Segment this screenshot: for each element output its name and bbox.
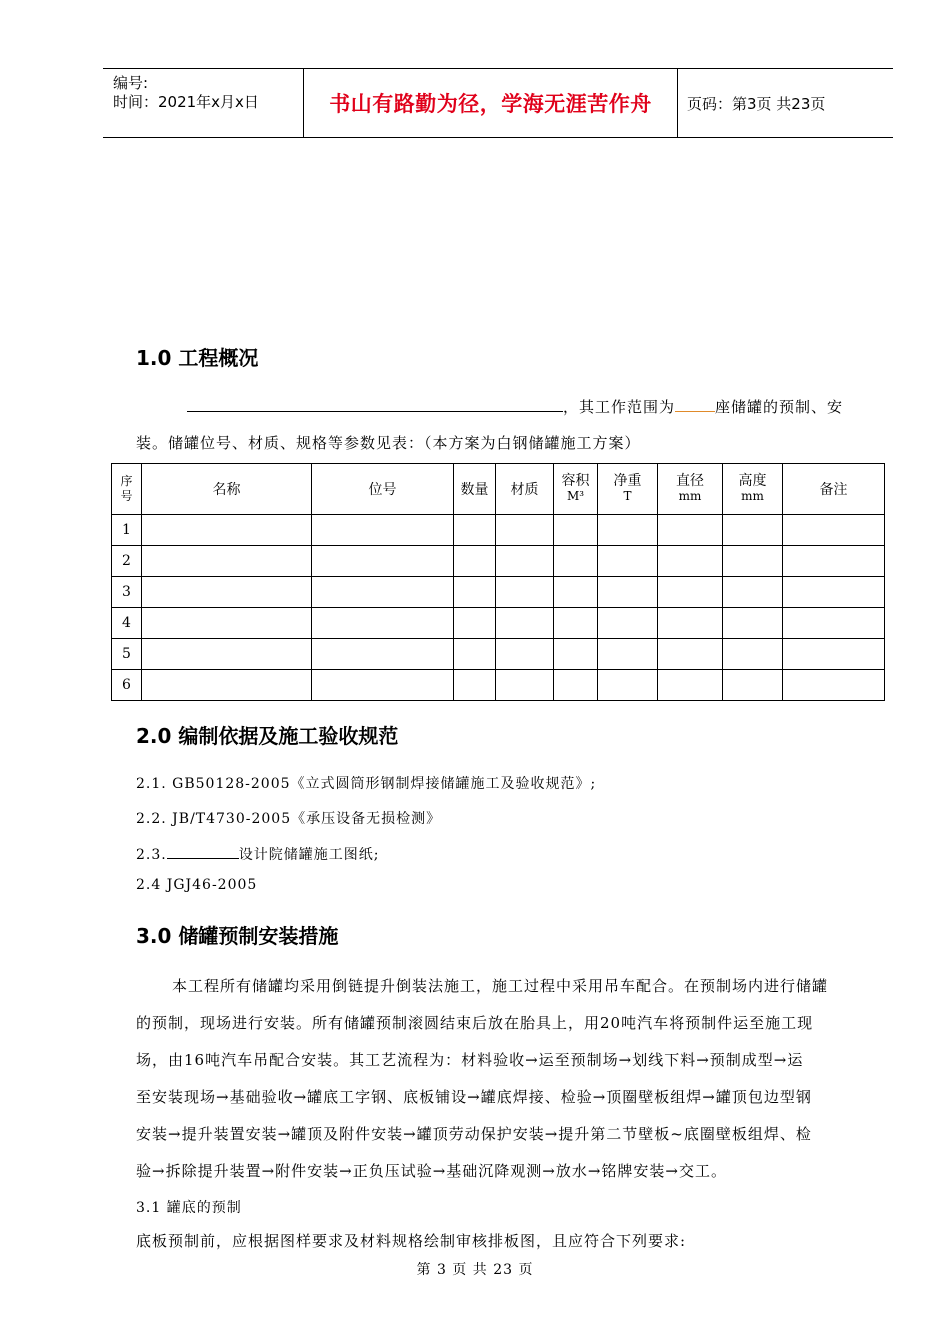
- section-3-1-para: 底板预制前，应根据图样要求及材料规格绘制审核排板图，且应符合下列要求:: [136, 1232, 687, 1250]
- project-name-blank: [187, 396, 563, 412]
- section-3-1-title: 3.1 罐底的预制: [136, 1200, 242, 1216]
- section-3-para-line: 至安装现场→基础验收→罐底工字钢、底板铺设→罐底焊接、检验→顶圈壁板组焊→罐顶包边型钢: [136, 1088, 812, 1106]
- section-3-title: 3.0 储罐预制安装措施: [136, 924, 339, 948]
- table-row: 2: [112, 546, 885, 577]
- th-qty: 数量: [454, 464, 496, 515]
- section-1-line-2: 装。储罐位号、材质、规格等参数见表：（本方案为白钢储罐施工方案）: [136, 434, 641, 452]
- th-height: 高度 mm: [723, 464, 783, 515]
- th-tag: 位号: [312, 464, 454, 515]
- page-footer: 第 3 页 共 23 页: [416, 1262, 534, 1278]
- doc-time: 时间：2021年x月x日: [113, 93, 259, 111]
- header-page-cell: [677, 69, 893, 137]
- header-motto-cell: [303, 69, 678, 137]
- header-page-info: 页码：第3页 共23页: [687, 94, 826, 113]
- table-row: 5: [112, 639, 885, 670]
- section-1-line-1: [187, 396, 843, 417]
- th-diameter: 直径 mm: [658, 464, 723, 515]
- reference-3: 2.3. 设计院储罐施工图纸;: [136, 843, 379, 864]
- section-1-title: 1.0 工程概况: [136, 346, 259, 370]
- th-seq: 序 号: [112, 464, 142, 515]
- th-remark: 备注: [783, 464, 885, 515]
- section-3-para-line: 本工程所有储罐均采用倒链提升倒装法施工，施工过程中采用吊车配合。在预制场内进行储罐: [172, 977, 829, 995]
- section-3-para-line: 验→拆除提升装置→附件安装→正负压试验→基础沉降观测→放水→铭牌安装→交工。: [136, 1162, 727, 1180]
- table-header-row: [112, 464, 885, 515]
- reference-1: 2.1. GB50128-2005《立式圆筒形钢制焊接储罐施工及验收规范》;: [136, 776, 597, 792]
- scope-text-a: ，其工作范围为: [563, 398, 676, 416]
- reference-4: 2.4 JGJ46-2005: [136, 877, 258, 893]
- th-weight: 净重 T: [598, 464, 658, 515]
- section-3-para-line: 场，由16吨汽车吊配合安装。其工艺流程为：材料验收→运至预制场→划线下料→预制成型→运: [136, 1051, 804, 1069]
- reference-2: 2.2. JB/T4730-2005《承压设备无损检测》: [136, 811, 442, 827]
- header-meta: [103, 69, 303, 137]
- doc-code: 编号:: [113, 74, 149, 92]
- tank-count-blank: [675, 396, 715, 412]
- header-motto: 书山有路勤为径，学海无涯苦作舟: [329, 92, 652, 116]
- page-header: [103, 68, 893, 138]
- table-row: 4: [112, 608, 885, 639]
- th-name: 名称: [142, 464, 312, 515]
- scope-text-b: 座储罐的预制、安: [715, 398, 844, 416]
- section-2-title: 2.0 编制依据及施工验收规范: [136, 724, 399, 748]
- table-row: 6: [112, 670, 885, 701]
- section-3-para-line: 的预制，现场进行安装。所有储罐预制滚圆结束后放在胎具上，用20吨汽车将预制件运至施工现: [136, 1014, 814, 1032]
- th-material: 材质: [496, 464, 554, 515]
- section-3-para-line: 安装→提升装置安装→罐顶及附件安装→罐顶劳动保护安装→提升第二节壁板~底圈壁板组焊、检: [136, 1125, 812, 1143]
- design-institute-blank: [167, 843, 239, 859]
- table-row: 1: [112, 515, 885, 546]
- tank-parameter-table: [111, 463, 885, 701]
- th-volume: 容积 M³: [554, 464, 598, 515]
- table-row: 3: [112, 577, 885, 608]
